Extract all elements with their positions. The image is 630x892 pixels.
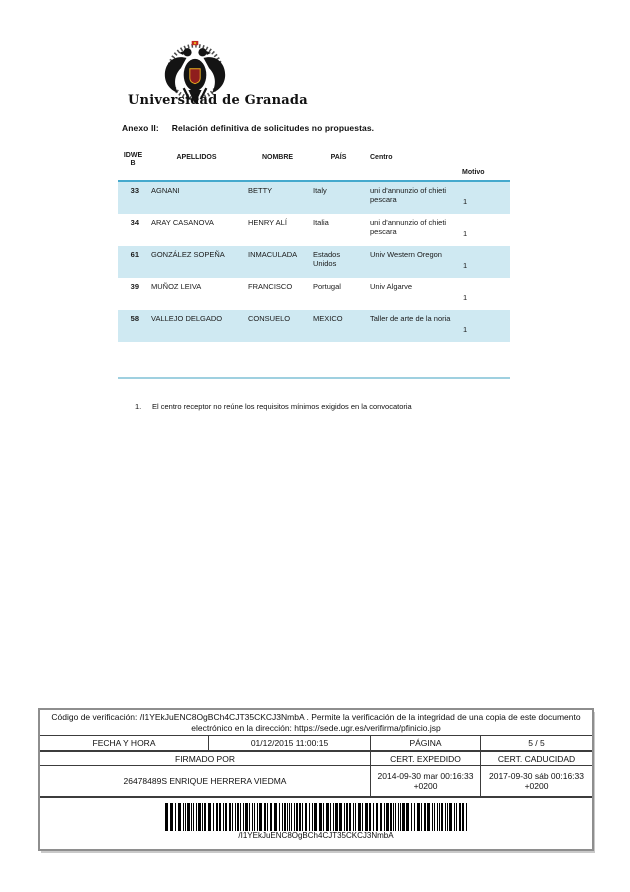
cell-nombre: HENRY ALÍ: [248, 218, 287, 227]
cert-expedido-value: 2014-09-30 mar 00:16:33 +0200: [370, 766, 480, 796]
title-text: Relación definitiva de solicitudes no propuestas.: [171, 123, 375, 133]
cell-motivo: 1: [463, 228, 468, 238]
cell-pais: Estados Unidos: [313, 250, 341, 269]
cell-apellidos: GONZÁLEZ SOPEÑA: [151, 250, 225, 259]
table-row: [118, 246, 510, 278]
barcode-bars: [151, 803, 481, 831]
cell-id-web: 33: [130, 186, 139, 195]
footnote-text: El centro receptor no reúne los requisitos mínimos exigidos en la convocatoria: [152, 402, 412, 411]
section-divider: [118, 377, 510, 379]
cert-caducidad-value: 2017-09-30 sáb 00:16:33 +0200: [480, 766, 592, 796]
header-centro: Centro: [370, 154, 393, 161]
cell-id-web: 34: [130, 218, 139, 227]
cert-caducidad-label: CERT. CADUCIDAD: [480, 752, 592, 765]
cell-nombre: BETTY: [248, 186, 273, 195]
firmado-value: 26478489S ENRIQUE HERRERA VIEDMA: [123, 776, 287, 787]
table-row: [118, 278, 510, 310]
title-anexo-label: Anexo II:: [122, 123, 159, 133]
cell-centro: uni d'annunzio of chieti pescara: [370, 218, 447, 237]
cell-apellidos: MUÑOZ LEIVA: [151, 282, 202, 291]
cell-id-web: 61: [130, 250, 139, 259]
cell-centro: Univ Western Oregon: [370, 250, 442, 259]
barcode: [40, 798, 592, 849]
table-row: [118, 182, 510, 214]
verification-box: [38, 708, 594, 851]
cell-nombre: CONSUELO: [248, 314, 291, 323]
fecha-label: FECHA Y HORA: [92, 738, 156, 749]
pagina-value: 5 / 5: [480, 736, 592, 750]
cell-pais: Italy: [313, 186, 327, 195]
cell-motivo: 1: [463, 292, 468, 302]
cell-apellidos: AGNANI: [151, 186, 180, 195]
table-row: [118, 310, 510, 342]
pagina-label: PÁGINA: [370, 736, 480, 750]
cell-centro: uni d'annunzio of chieti pescara: [370, 186, 447, 205]
header-pais: PAÍS: [330, 154, 347, 161]
cell-nombre: FRANCISCO: [248, 282, 293, 291]
university-name: Universidad de Granada: [128, 93, 308, 108]
fecha-value: 01/12/2015 11:00:15: [208, 736, 370, 750]
table-row: [118, 214, 510, 246]
footnote-number: 1.: [135, 402, 142, 411]
cell-motivo: 1: [463, 324, 468, 334]
fecha-pagina-row: [40, 736, 592, 752]
header-nombre: NOMBRE: [261, 154, 294, 161]
firmado-label: FIRMADO POR: [175, 753, 235, 764]
table-header-row: [118, 148, 510, 182]
cell-nombre: INMACULADA: [248, 250, 298, 259]
cell-centro: Univ Algarve: [370, 282, 413, 291]
cell-motivo: 1: [463, 196, 468, 206]
document-title: [122, 123, 374, 133]
cell-apellidos: ARAY CASANOVA: [151, 218, 214, 227]
footnote: [135, 402, 412, 411]
cell-apellidos: VALLEJO DELGADO: [151, 314, 223, 323]
cell-id-web: 58: [130, 314, 139, 323]
header-apellidos: APELLIDOS: [176, 154, 217, 161]
verification-text: Código de verificación: /I1YEkJuENC8OgBCh4CJT35CKCJ3NmbA . Permite la verificación de la integridad de una copia de este documento electrónico en la dirección: https://sede.ugr.es/verifirma/pfinicio.jsp: [40, 710, 592, 736]
applicants-table: [118, 148, 510, 342]
cell-pais: MEXICO: [313, 314, 343, 323]
barcode-label: /I1YEkJuENC8OgBCh4CJT35CKCJ3NmbA: [238, 831, 394, 841]
cell-id-web: 39: [130, 282, 139, 291]
header-motivo: Motivo: [462, 169, 485, 176]
cell-pais: Italia: [313, 218, 329, 227]
cert-expedido-label: CERT. EXPEDIDO: [370, 752, 480, 765]
cell-centro: Taller de arte de la noria: [370, 314, 451, 323]
cell-motivo: 1: [463, 260, 468, 270]
cert-labels-row: [40, 752, 592, 766]
header-id-web: IDWE B: [123, 152, 143, 168]
cell-pais: Portugal: [313, 282, 341, 291]
cert-values-row: [40, 766, 592, 798]
